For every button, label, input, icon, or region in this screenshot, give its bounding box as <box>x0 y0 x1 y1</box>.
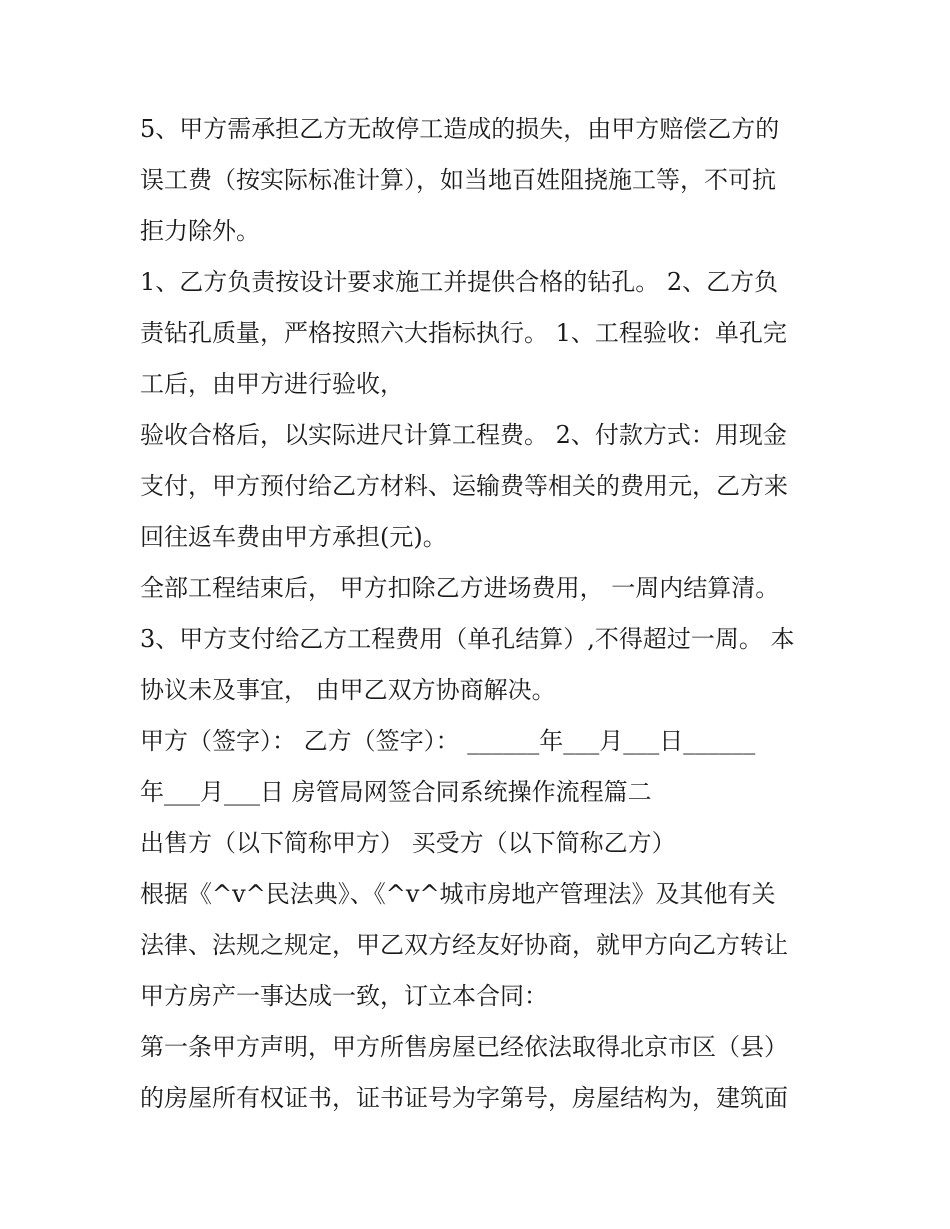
text-line: 甲方房产一事达成一致，订立本合同： <box>140 982 548 1010</box>
text-line: 全部工程结束后， 甲方扣除乙方进场费用， 一周内结算清。 <box>140 574 780 602</box>
text-line: 回往返车费由甲方承担(元)。 <box>140 523 447 551</box>
text-line: 误工费（按实际标准计算），如当地百姓阻挠施工等，不可抗 <box>140 166 776 194</box>
text-line: 第一条甲方声明，甲方所售房屋已经依法取得北京市区（县） <box>140 1033 788 1061</box>
text-line: 协议未及事宜， 由甲乙双方协商解决。 <box>140 676 556 704</box>
text-line: 根据《^v^民法典》、《^v^城市房地产管理法》及其他有关 <box>140 880 776 908</box>
text-line: 责钻孔质量，严格按照六大指标执行。 1、工程验收：单孔完 <box>140 319 787 347</box>
signature-line: 甲方（签字）： 乙方（签字）： ______年___月___日______ <box>140 727 756 755</box>
text-line: 1、乙方负责按设计要求施工并提供合格的钻孔。 2、乙方负 <box>140 268 779 296</box>
section-heading-line: 年___月___日 房管局网签合同系统操作流程篇二 <box>140 778 652 806</box>
text-line: 验收合格后，以实际进尺计算工程费。 2、付款方式：用现金 <box>140 421 787 449</box>
parties-line: 出售方（以下简称甲方） 买受方（以下简称乙方） <box>140 829 676 857</box>
text-line: 拒力除外。 <box>140 217 260 245</box>
document-body <box>140 104 830 1124</box>
text-line: 3、甲方支付给乙方工程费用（单孔结算）,不得超过一周。 本 <box>140 625 795 653</box>
text-line: 5、甲方需承担乙方无故停工造成的损失，由甲方赔偿乙方的 <box>140 115 780 143</box>
text-line: 的房屋所有权证书，证书证号为字第号，房屋结构为，建筑面 <box>140 1084 788 1112</box>
text-line: 工后，由甲方进行验收， <box>140 370 404 398</box>
text-line: 法律、法规之规定，甲乙双方经友好协商，就甲方向乙方转让 <box>140 931 788 959</box>
text-line: 支付，甲方预付给乙方材料、运输费等相关的费用元，乙方来 <box>140 472 788 500</box>
